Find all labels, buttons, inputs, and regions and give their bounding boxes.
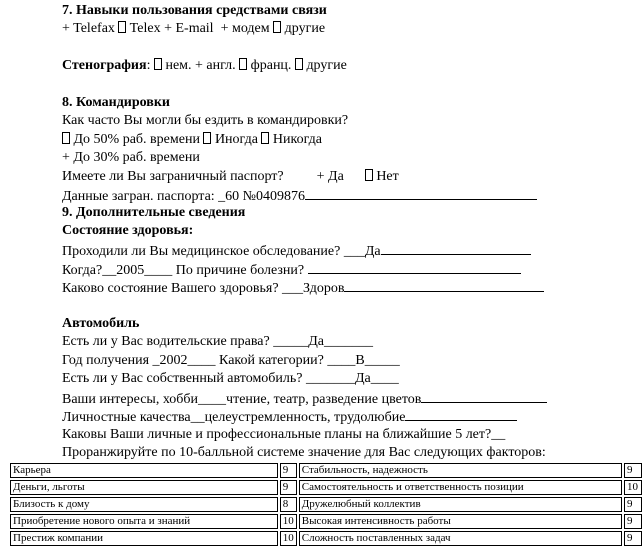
car-heading: Автомобиль — [62, 316, 140, 331]
option-30: + До 30% раб. времени — [62, 150, 200, 165]
health-state-line — [344, 279, 544, 292]
passport-data-line — [305, 187, 537, 200]
comm-options — [62, 21, 325, 37]
medical-row — [62, 242, 531, 260]
steno-label: Стенография — [62, 58, 147, 73]
factor-left-score[interactable]: 9 — [280, 480, 297, 495]
option-french: франц. — [250, 58, 292, 73]
factor-right: Высокая интенсивность работы — [299, 514, 622, 529]
factor-right: Стабильность, надежность — [299, 463, 622, 478]
factor-left-score[interactable]: 10 — [280, 514, 297, 529]
factor-left: Приобретение нового опыта и знаний — [10, 514, 278, 529]
checkbox-50[interactable] — [62, 132, 70, 144]
when-question: Когда?__2005____ По причине болезни? — [62, 263, 305, 278]
factor-right-score[interactable]: 10 — [624, 480, 642, 495]
factors-table — [8, 461, 644, 548]
option-sometimes: Иногда — [214, 132, 258, 147]
factor-left-score[interactable]: 10 — [280, 531, 297, 546]
checkbox-passport-no[interactable] — [365, 169, 373, 181]
passport-row — [62, 169, 399, 185]
table-row — [10, 480, 642, 495]
trips-heading: 8. Командировки — [62, 95, 170, 110]
checkbox-never[interactable] — [261, 132, 269, 144]
passport-data-row — [62, 187, 537, 205]
factor-right-score[interactable]: 9 — [624, 531, 642, 546]
factor-right-score[interactable]: 9 — [624, 514, 642, 529]
checkbox-sometimes[interactable] — [203, 132, 211, 144]
when-row — [62, 261, 521, 279]
option-telefax: + Telefax — [62, 21, 115, 36]
checkbox-french[interactable] — [239, 58, 247, 70]
option-never: Никогда — [272, 132, 322, 147]
medical-line — [381, 242, 531, 255]
factor-right: Самостоятельность и ответственность позиции — [299, 480, 622, 495]
passport-data: Данные загран. паспорта: _60 №0409876 — [62, 189, 306, 204]
factor-right: Дружелюбный коллектив — [299, 497, 622, 512]
qualities-line — [405, 408, 517, 421]
hobbies: Ваши интересы, хобби____чтение, театр, разведение цветов — [62, 392, 422, 407]
license-question: Есть ли у Вас водительские права? _____Да_______ — [62, 334, 373, 349]
factor-right-score[interactable]: 9 — [624, 497, 642, 512]
plans-question: Каковы Ваши личные и профессиональные планы на ближайшие 5 лет?__ — [62, 427, 506, 442]
option-other: другие — [284, 21, 326, 36]
trips-question: Как часто Вы могли бы ездить в командировки? — [62, 113, 349, 128]
qualities-row — [62, 408, 517, 426]
hobbies-line — [421, 390, 547, 403]
rank-intro: Проранжируйте по 10-балльной системе значение для Вас следующих факторов: — [62, 445, 546, 460]
checkbox-german[interactable] — [154, 58, 162, 70]
hobbies-row — [62, 390, 547, 408]
medical-question: Проходили ли Вы медицинское обследование? ___Да — [62, 244, 381, 259]
comm-heading: 7. Навыки пользования средствами связи — [62, 3, 327, 18]
option-50: До 50% раб. времени — [73, 132, 200, 147]
option-modem: + модем — [220, 21, 270, 36]
steno-colon: : — [146, 58, 151, 73]
option-email: + E-mail — [164, 21, 214, 36]
option-telex: Telex — [129, 21, 161, 36]
passport-yes: + Да — [316, 169, 344, 184]
table-row — [10, 514, 642, 529]
factor-left: Близость к дому — [10, 497, 278, 512]
health-state: Каково состояние Вашего здоровья? ___Здоров — [62, 281, 345, 296]
passport-question: Имеете ли Вы заграничный паспорт? — [62, 169, 284, 184]
table-row — [10, 463, 642, 478]
option-steno-other: другие — [306, 58, 347, 73]
qualities: Личностные качества__целеустремленность, трудолюбие — [62, 410, 406, 425]
option-german: нем. — [165, 58, 192, 73]
table-row — [10, 531, 642, 546]
extra-heading: 9. Дополнительные сведения — [62, 205, 246, 220]
factor-left-score[interactable]: 9 — [280, 463, 297, 478]
factor-left: Карьера — [10, 463, 278, 478]
own-car-question: Есть ли у Вас собственный автомобиль? _______Да____ — [62, 371, 399, 386]
factor-left: Деньги, льготы — [10, 480, 278, 495]
checkbox-telex[interactable] — [118, 21, 126, 33]
health-heading: Состояние здоровья: — [62, 223, 194, 238]
factor-left-score[interactable]: 8 — [280, 497, 297, 512]
passport-no: Нет — [376, 169, 399, 184]
year-question: Год получения _2002____ Какой категории? ____В_____ — [62, 353, 400, 368]
factor-right-score[interactable]: 9 — [624, 463, 642, 478]
health-state-row — [62, 279, 544, 297]
steno-row — [62, 58, 347, 74]
checkbox-steno-other[interactable] — [295, 58, 303, 70]
option-english: + англ. — [195, 58, 236, 73]
factor-left: Престиж компании — [10, 531, 278, 546]
table-row — [10, 497, 642, 512]
checkbox-other[interactable] — [273, 21, 281, 33]
factor-right: Сложность поставленных задач — [299, 531, 622, 546]
trips-options — [62, 132, 322, 148]
when-line — [308, 261, 521, 274]
